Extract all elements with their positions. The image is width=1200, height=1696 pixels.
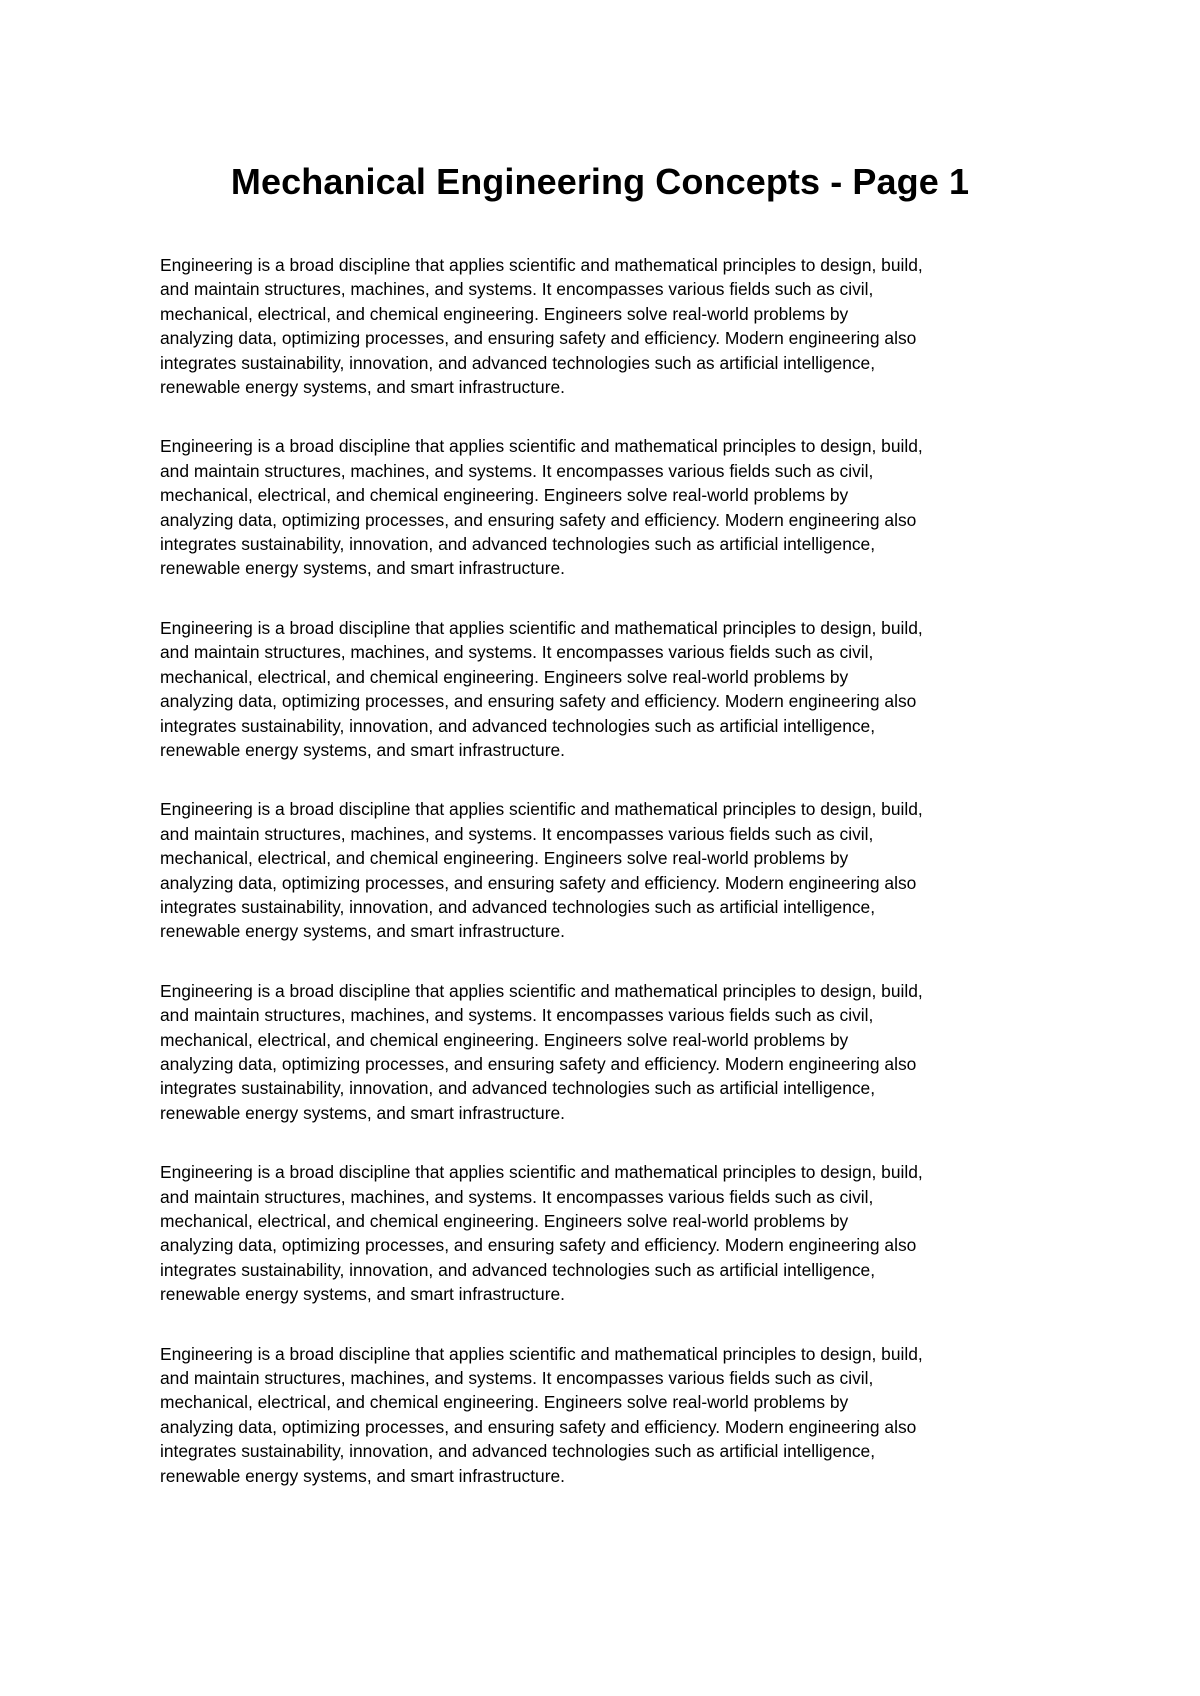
paragraph-line: Engineering is a broad discipline that applies scientific and mathematical principles to design, build, xyxy=(160,1162,923,1183)
paragraph-line: mechanical, electrical, and chemical engineering. Engineers solve real-world problems by xyxy=(160,848,849,869)
paragraph-line: renewable energy systems, and smart infrastructure. xyxy=(160,739,565,760)
paragraph xyxy=(160,253,1060,399)
paragraph-line: renewable energy systems, and smart infrastructure. xyxy=(160,1465,565,1486)
paragraph-line: and maintain structures, machines, and systems. It encompasses various fields such as civil, xyxy=(160,1368,874,1389)
paragraph xyxy=(160,979,1060,1125)
paragraph-line: mechanical, electrical, and chemical engineering. Engineers solve real-world problems by xyxy=(160,303,849,324)
paragraph-line: analyzing data, optimizing processes, and ensuring safety and efficiency. Modern engineering also xyxy=(160,509,917,530)
paragraph-line: and maintain structures, machines, and systems. It encompasses various fields such as civil, xyxy=(160,642,874,663)
paragraph-line: mechanical, electrical, and chemical engineering. Engineers solve real-world problems by xyxy=(160,485,849,506)
paragraph-line: renewable energy systems, and smart infrastructure. xyxy=(160,558,565,579)
document-body xyxy=(160,253,1060,1523)
paragraph-line: integrates sustainability, innovation, and advanced technologies such as artificial intelligence, xyxy=(160,352,876,373)
paragraph-line: analyzing data, optimizing processes, and ensuring safety and efficiency. Modern engineering also xyxy=(160,1235,917,1256)
paragraph-line: Engineering is a broad discipline that applies scientific and mathematical principles to design, build, xyxy=(160,980,923,1001)
paragraph-line: renewable energy systems, and smart infrastructure. xyxy=(160,377,565,398)
paragraph xyxy=(160,1160,1060,1306)
paragraph-line: Engineering is a broad discipline that applies scientific and mathematical principles to design, build, xyxy=(160,617,923,638)
paragraph-line: Engineering is a broad discipline that applies scientific and mathematical principles to design, build, xyxy=(160,1343,923,1364)
paragraph-line: mechanical, electrical, and chemical engineering. Engineers solve real-world problems by xyxy=(160,666,849,687)
paragraph-line: integrates sustainability, innovation, and advanced technologies such as artificial intelligence, xyxy=(160,1078,876,1099)
paragraph-line: integrates sustainability, innovation, and advanced technologies such as artificial intelligence, xyxy=(160,896,876,917)
paragraph-line: and maintain structures, machines, and systems. It encompasses various fields such as civil, xyxy=(160,1005,874,1026)
paragraph-line: analyzing data, optimizing processes, and ensuring safety and efficiency. Modern engineering also xyxy=(160,872,917,893)
paragraph-line: mechanical, electrical, and chemical engineering. Engineers solve real-world problems by xyxy=(160,1029,849,1050)
paragraph xyxy=(160,616,1060,762)
paragraph xyxy=(160,1342,1060,1488)
paragraph-line: analyzing data, optimizing processes, and ensuring safety and efficiency. Modern engineering also xyxy=(160,691,917,712)
paragraph-line: Engineering is a broad discipline that applies scientific and mathematical principles to design, build, xyxy=(160,799,923,820)
paragraph-line: analyzing data, optimizing processes, and ensuring safety and efficiency. Modern engineering also xyxy=(160,1053,917,1074)
paragraph-line: integrates sustainability, innovation, and advanced technologies such as artificial intelligence, xyxy=(160,534,876,555)
paragraph-line: integrates sustainability, innovation, and advanced technologies such as artificial intelligence, xyxy=(160,1441,876,1462)
paragraph-line: mechanical, electrical, and chemical engineering. Engineers solve real-world problems by xyxy=(160,1392,849,1413)
paragraph xyxy=(160,797,1060,943)
paragraph-line: integrates sustainability, innovation, and advanced technologies such as artificial intelligence, xyxy=(160,715,876,736)
paragraph-line: and maintain structures, machines, and systems. It encompasses various fields such as civil, xyxy=(160,279,874,300)
paragraph-line: renewable energy systems, and smart infrastructure. xyxy=(160,921,565,942)
paragraph-line: Engineering is a broad discipline that applies scientific and mathematical principles to design, build, xyxy=(160,436,923,457)
paragraph-line: renewable energy systems, and smart infrastructure. xyxy=(160,1102,565,1123)
paragraph-line: and maintain structures, machines, and systems. It encompasses various fields such as civil, xyxy=(160,823,874,844)
paragraph xyxy=(160,434,1060,580)
paragraph-line: analyzing data, optimizing processes, and ensuring safety and efficiency. Modern engineering also xyxy=(160,328,917,349)
paragraph-line: renewable energy systems, and smart infrastructure. xyxy=(160,1284,565,1305)
paragraph-line: mechanical, electrical, and chemical engineering. Engineers solve real-world problems by xyxy=(160,1211,849,1231)
paragraph-line: and maintain structures, machines, and systems. It encompasses various fields such as civil, xyxy=(160,460,874,481)
paragraph-line: and maintain structures, machines, and systems. It encompasses various fields such as civil, xyxy=(160,1186,874,1207)
page-title: Mechanical Engineering Concepts - Page 1 xyxy=(230,161,970,202)
paragraph-line: Engineering is a broad discipline that applies scientific and mathematical principles to design, build, xyxy=(160,255,923,275)
paragraph-line: analyzing data, optimizing processes, and ensuring safety and efficiency. Modern engineering also xyxy=(160,1416,917,1437)
paragraph-line: integrates sustainability, innovation, and advanced technologies such as artificial intelligence, xyxy=(160,1259,876,1280)
